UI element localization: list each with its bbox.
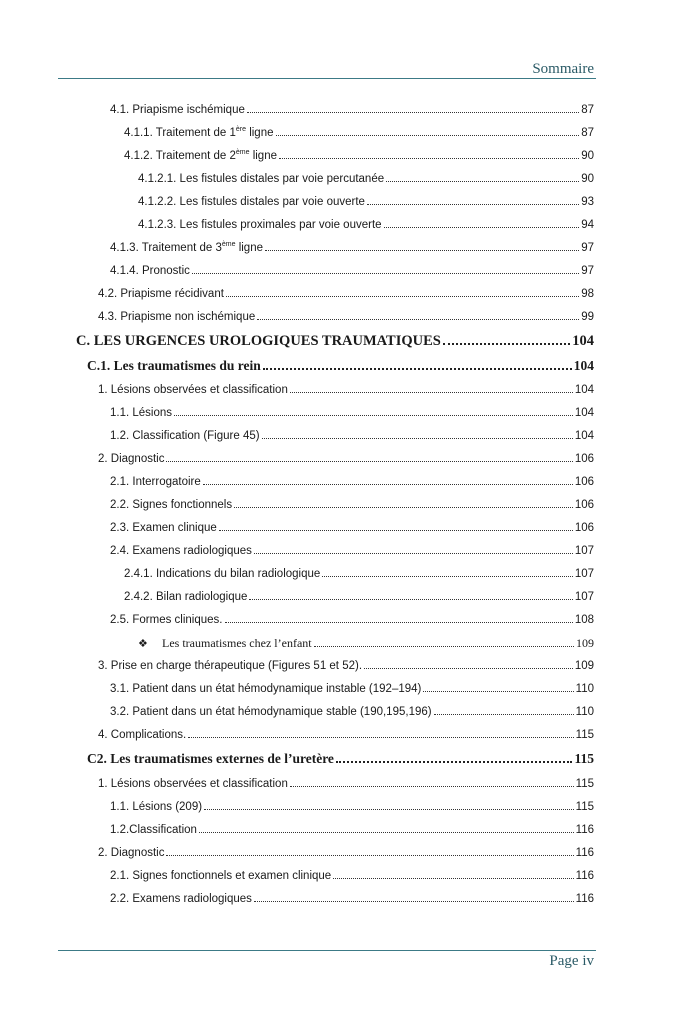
toc-entry-label: 3.1. Patient dans un état hémodynamique instable (192–194) — [110, 683, 422, 695]
toc-entry-page: 87 — [581, 104, 594, 116]
toc-leader-dots — [367, 204, 579, 205]
toc-entry-page: 115 — [574, 751, 594, 766]
toc-entry[interactable] — [110, 705, 594, 719]
toc-entry-label: C2. Les traumatismes externes de l’uretère — [87, 751, 334, 766]
toc-entry-label: 4.1.4. Pronostic — [110, 265, 190, 277]
toc-entry-label: 2.3. Examen clinique — [110, 522, 217, 534]
toc-leader-dots — [314, 646, 574, 647]
toc-entry[interactable] — [110, 682, 594, 696]
toc-leader-dots — [265, 250, 579, 251]
footer-rule — [58, 950, 596, 951]
toc-entry[interactable] — [110, 498, 594, 512]
toc-entry[interactable] — [138, 195, 594, 209]
toc-entry-label: 1.1. Lésions — [110, 407, 173, 419]
toc-leader-dots — [166, 461, 572, 462]
toc-leader-dots — [226, 296, 579, 297]
toc-leader-dots — [276, 135, 580, 136]
toc-entry[interactable] — [110, 406, 594, 420]
toc-entry-page: 104 — [574, 407, 594, 419]
toc-entry[interactable] — [110, 544, 594, 558]
header-rule — [58, 78, 596, 79]
toc-entry-label: 2.1. Interrogatoire — [110, 476, 201, 488]
toc-entry-label: 4.1.2. Traitement de 2ème ligne — [124, 149, 277, 162]
toc-entry-label: 3. Prise en charge thérapeutique (Figures 51 et 52). — [98, 660, 363, 672]
toc-entry[interactable] — [98, 777, 594, 791]
toc-leader-dots — [279, 158, 579, 159]
toc-entry-label: 3.2. Patient dans un état hémodynamique stable (190,195,196) — [110, 706, 432, 718]
toc-leader-dots — [219, 530, 573, 531]
toc-entry-label: 2.2. Signes fonctionnels — [110, 499, 233, 511]
toc-leader-dots — [423, 691, 573, 692]
toc-leader-dots — [262, 438, 573, 439]
toc-entry[interactable] — [124, 567, 594, 581]
toc-entry[interactable] — [98, 728, 594, 742]
toc-entry-label: C.1. Les traumatismes du rein — [87, 358, 261, 373]
toc-entry[interactable] — [110, 869, 594, 883]
toc-entry-label: ❖ Les traumatismes chez l’enfant — [138, 636, 312, 650]
toc-leader-dots — [322, 576, 573, 577]
toc-leader-dots — [234, 507, 573, 508]
toc-entry-page: 99 — [581, 311, 594, 323]
toc-entry[interactable] — [124, 149, 594, 163]
toc-entry-label: 2.4.2. Bilan radiologique — [124, 591, 248, 603]
toc-leader-dots — [386, 181, 579, 182]
toc-entry-page: 106 — [574, 522, 594, 534]
toc-entry[interactable] — [138, 172, 594, 186]
toc-entry[interactable] — [110, 429, 594, 443]
toc-leader-dots — [336, 761, 573, 763]
toc-entry-page: 106 — [574, 476, 594, 488]
toc-entry-page: 93 — [581, 196, 594, 208]
toc-leader-dots — [247, 112, 579, 113]
toc-entry-page: 104 — [574, 384, 594, 396]
toc-entry-label: 1.2.Classification — [110, 824, 197, 836]
toc-leader-dots — [254, 553, 573, 554]
toc-entry[interactable] — [110, 241, 594, 255]
toc-entry-label: 2.2. Examens radiologiques — [110, 893, 252, 905]
toc-entry[interactable] — [110, 823, 594, 837]
toc-entry[interactable] — [124, 590, 594, 604]
toc-entry-page: 116 — [575, 870, 594, 882]
toc-leader-dots — [192, 273, 579, 274]
toc-entry-page: 109 — [576, 636, 594, 650]
toc-entry[interactable] — [98, 452, 594, 466]
toc-entry[interactable] — [110, 613, 594, 627]
toc-entry[interactable] — [110, 892, 594, 906]
running-header-title: Sommaire — [532, 61, 594, 77]
toc-leader-dots — [290, 392, 573, 393]
toc-entry-label: 1.1. Lésions (209) — [110, 801, 203, 813]
toc-entry-page: 90 — [581, 173, 594, 185]
toc-entry-label: 4. Complications. — [98, 729, 187, 741]
toc-entry[interactable] — [98, 846, 594, 860]
toc-entry[interactable] — [98, 287, 594, 301]
toc-leader-dots — [204, 809, 574, 810]
toc-leader-dots — [443, 343, 570, 345]
toc-entry-label: 1. Lésions observées et classification — [98, 384, 288, 396]
toc-entry-page: 116 — [575, 824, 594, 836]
toc-entry-label: 2.5. Formes cliniques. — [110, 614, 223, 626]
toc-entry[interactable] — [138, 636, 594, 651]
toc-entry-page: 90 — [581, 150, 594, 162]
toc-entry-page: 115 — [575, 729, 594, 741]
toc-entry[interactable] — [110, 800, 594, 814]
toc-entry-label: 4.1. Priapisme ischémique — [110, 104, 245, 116]
toc-entry[interactable] — [124, 126, 594, 140]
toc-leader-dots — [434, 714, 574, 715]
toc-leader-dots — [263, 368, 572, 370]
toc-entry-page: 87 — [581, 127, 594, 139]
toc-entry-label: 2.1. Signes fonctionnels et examen clinique — [110, 870, 332, 882]
toc-entry-page: 104 — [573, 358, 594, 373]
toc-entry-page: 108 — [574, 614, 594, 626]
toc-entry-page: 104 — [574, 430, 594, 442]
toc-leader-dots — [333, 878, 573, 879]
toc-entry-page: 97 — [581, 265, 594, 277]
toc-entry-page: 107 — [574, 568, 594, 580]
toc-entry-page: 104 — [572, 333, 594, 349]
toc-entry-page: 107 — [574, 591, 594, 603]
toc-entry-label: C. LES URGENCES UROLOGIQUES TRAUMATIQUES — [76, 333, 441, 349]
toc-leader-dots — [364, 668, 573, 669]
toc-entry[interactable] — [110, 475, 594, 489]
toc-entry-label: 4.1.3. Traitement de 3ème ligne — [110, 241, 263, 254]
toc-entry-page: 107 — [574, 545, 594, 557]
toc-entry[interactable] — [138, 218, 594, 232]
toc-entry[interactable] — [98, 310, 594, 324]
toc-chapter-entry[interactable] — [76, 333, 594, 350]
toc-entry-label: 4.2. Priapisme récidivant — [98, 288, 224, 300]
toc-entry-page: 106 — [574, 453, 594, 465]
toc-entry-label: 2. Diagnostic — [98, 847, 165, 859]
toc-entry[interactable] — [110, 103, 594, 117]
toc-entry-page: 106 — [574, 499, 594, 511]
toc-leader-dots — [254, 901, 574, 902]
toc-entry-page: 116 — [575, 847, 594, 859]
toc-entry-page: 97 — [581, 242, 594, 254]
toc-leader-dots — [384, 227, 580, 228]
toc-entry-label: 4.1.2.3. Les fistules proximales par voie ouverte — [138, 219, 382, 231]
toc-entry-page: 115 — [575, 801, 594, 813]
toc-leader-dots — [290, 786, 574, 787]
toc-section-entry[interactable] — [87, 358, 594, 374]
toc-entry-label: 1. Lésions observées et classification — [98, 778, 288, 790]
toc-entry-label: 1.2. Classification (Figure 45) — [110, 430, 260, 442]
toc-leader-dots — [174, 415, 573, 416]
toc-entry-label: 4.1.1. Traitement de 1ère ligne — [124, 126, 274, 139]
toc-leader-dots — [257, 319, 579, 320]
toc-entry-label: 4.3. Priapisme non ischémique — [98, 311, 256, 323]
toc-entry-page: 110 — [575, 683, 594, 695]
toc-leader-dots — [199, 832, 574, 833]
toc-entry-page: 110 — [575, 706, 594, 718]
toc-entry-page: 115 — [575, 778, 594, 790]
toc-entry-label: 4.1.2.1. Les fistules distales par voie percutanée — [138, 173, 385, 185]
toc-entry-label: 2. Diagnostic — [98, 453, 165, 465]
toc-entry-label: 4.1.2.2. Les fistules distales par voie ouverte — [138, 196, 365, 208]
diamond-bullet-icon: ❖ — [138, 638, 148, 650]
toc-leader-dots — [203, 484, 573, 485]
toc-entry-page: 116 — [575, 893, 594, 905]
toc-leader-dots — [166, 855, 573, 856]
toc-entry[interactable] — [98, 659, 594, 673]
toc-entry[interactable] — [98, 383, 594, 397]
toc-entry-label: 2.4. Examens radiologiques — [110, 545, 252, 557]
toc-entry-label: 2.4.1. Indications du bilan radiologique — [124, 568, 321, 580]
toc-entry-page: 98 — [581, 288, 594, 300]
toc-entry-page: 94 — [581, 219, 594, 231]
toc-entry[interactable] — [110, 264, 594, 278]
toc-section-entry[interactable] — [87, 751, 594, 767]
toc-leader-dots — [225, 622, 573, 623]
toc-entry-page: 109 — [574, 660, 594, 672]
footer-page-number: Page iv — [549, 953, 594, 969]
toc-entry[interactable] — [110, 521, 594, 535]
toc-leader-dots — [188, 737, 573, 738]
toc-leader-dots — [249, 599, 572, 600]
